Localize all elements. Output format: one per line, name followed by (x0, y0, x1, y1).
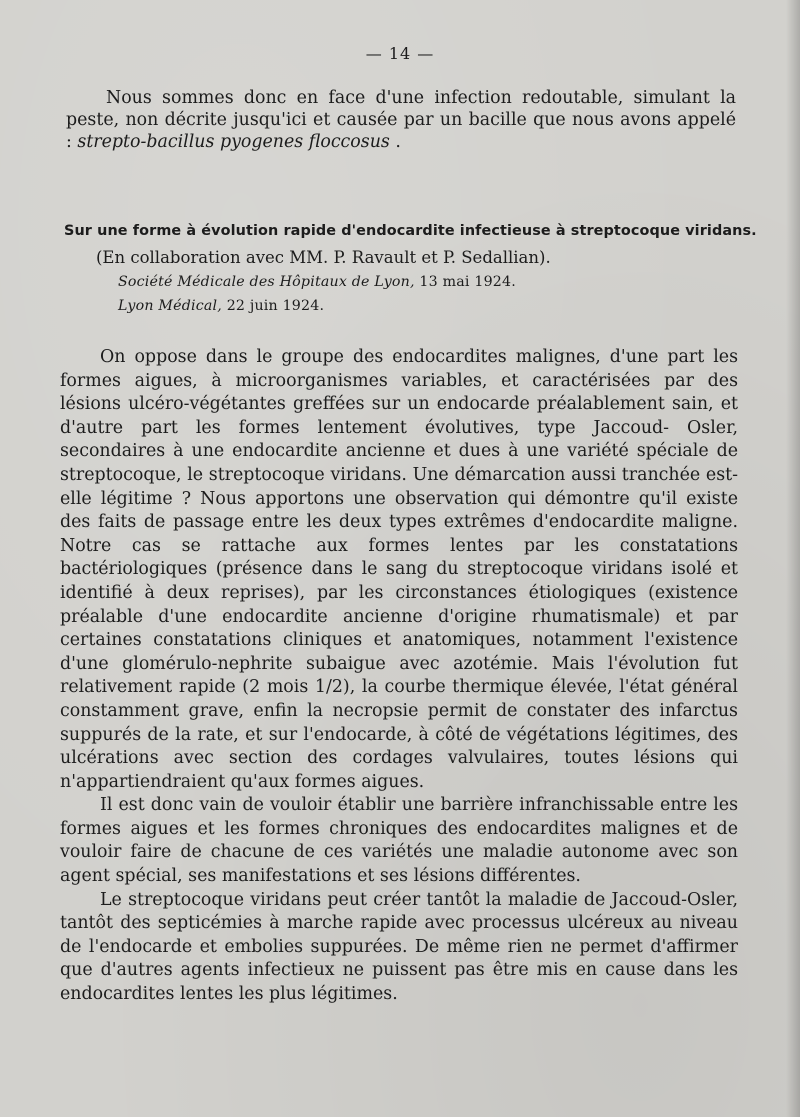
reference-societe-medicale (118, 274, 516, 290)
body-paragraph: On oppose dans le groupe des endocardites malignes, d'une part les formes aigues, à microorganismes variables, et caractérisées par des lésions ulcéro-végétantes greffées sur un endocarde préalablement sain, et d'autre part les formes lentement évolutives, type Jaccoud- Osler, secondaires à une endocardite ancienne et dues à une variété spéciale de streptocoque, le streptocoque viridans. Une démarcation aussi tranchée est-elle légitime ? Nous apportons une observation qui démontre qu'il existe des faits de passage entre les deux types extrêmes d'endocardite maligne. Notre cas se rattache aux formes lentes par les constatations bactériologiques (présence dans le sang du streptocoque viridans isolé et identifié à deux reprises), par les circonstances étiologiques (existence préalable d'une endocardite ancienne d'origine rhumatismale) et par certaines constatations cliniques et anatomiques, notamment l'existence d'une glomérulo-nephrite subaigue avec azotémie. Mais l'évolution fut relativement rapide (2 mois 1/2), la courbe thermique élevée, l'état général constamment grave, enfin la necropsie permit de constater des infarctus suppurés de la rate, et sur l'endocarde, à côté de végétations légitimes, des ulcérations avec section des cordages valvulaires, toutes lésions qui n'appartiendraient qu'aux formes aigues. (60, 347, 738, 792)
bacillus-name: strepto-bacillus pyogenes floccosus (77, 132, 390, 152)
reference-date: 13 mai 1924. (414, 274, 516, 290)
intro-end: . (389, 132, 401, 152)
reference-date: 22 juin 1924. (221, 298, 325, 314)
intro-paragraph (66, 87, 736, 153)
intro-text: Nous sommes donc en face d'une infection redoutable, simulant la peste, non décrite jusqu'ici et causée par un bacille que nous avons appelé : (66, 88, 736, 152)
body-paragraph: Il est donc vain de vouloir établir une barrière infranchissable entre les formes aigues et les formes chroniques des endocardites malignes et de vouloir faire de chacune de ces variétés une maladie autonome avec son agent spécial, ses manifestations et ses lésions différentes. (60, 795, 738, 887)
collaboration-line: (En collaboration avec MM. P. Ravault et P. Sedallian). (96, 248, 551, 267)
reference-journal: Société Médicale des Hôpitaux de Lyon, (118, 274, 415, 290)
page-edge-shadow (786, 0, 800, 1117)
article-title: Sur une forme à évolution rapide d'endocardite infectieuse à streptocoque viridans. (64, 223, 757, 239)
reference-lyon-medical (118, 298, 324, 314)
article-body (60, 346, 738, 1007)
page-number: — 14 — (365, 44, 435, 63)
reference-journal: Lyon Médical, (118, 298, 222, 314)
body-paragraph: Le streptocoque viridans peut créer tantôt la maladie de Jaccoud-Osler, tantôt des septicémies à marche rapide avec processus ulcéreux au niveau de l'endocarde et embolies suppurées. De même rien ne permet d'affirmer que d'autres agents infectieux ne puissent pas être mis en cause dans les endocardites lentes les plus légitimes. (60, 889, 738, 1005)
